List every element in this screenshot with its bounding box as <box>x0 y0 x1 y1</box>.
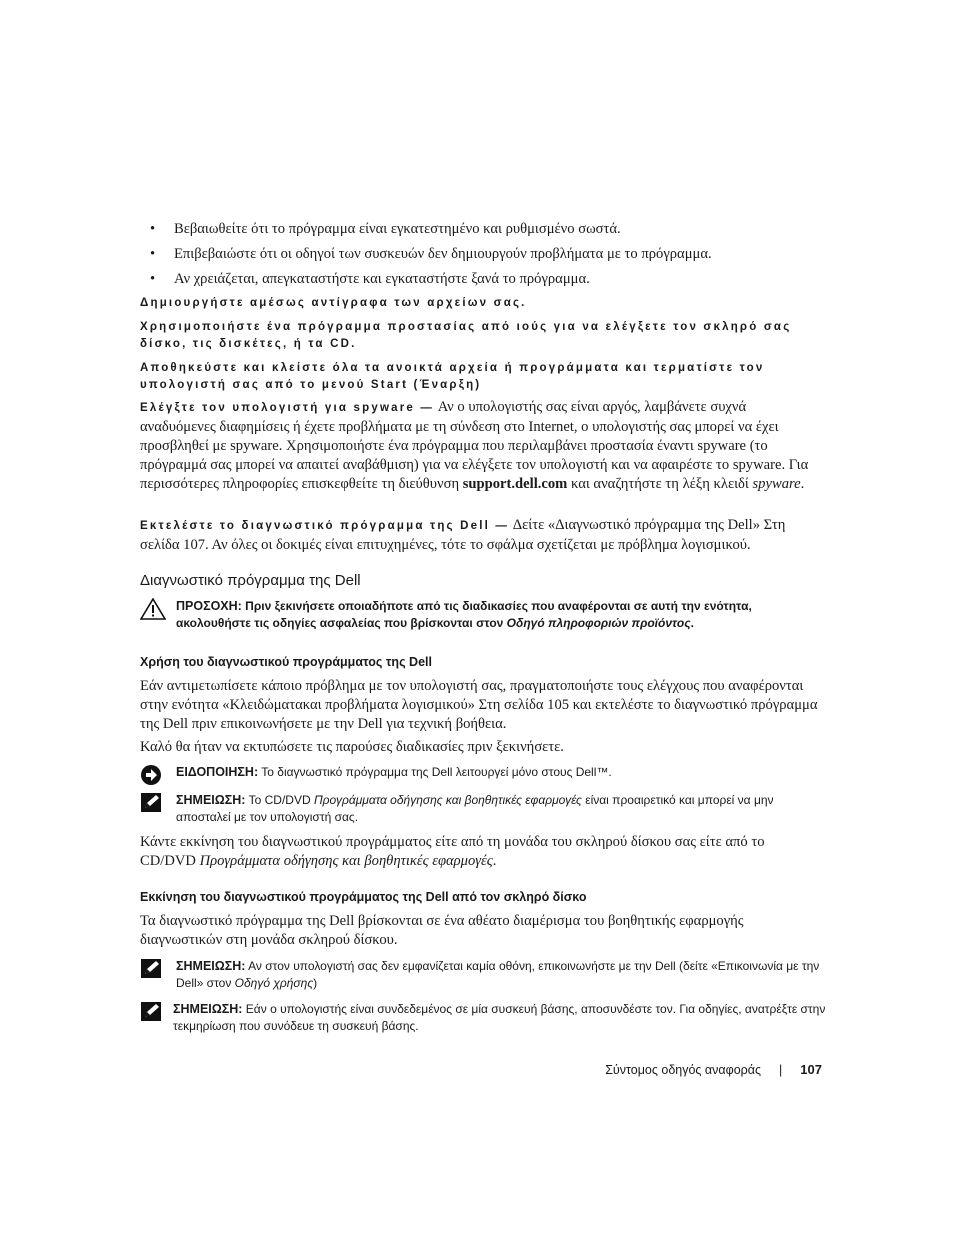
page-number: 107 <box>800 1062 822 1077</box>
notice-box: ΕΙΔΟΠΟΙΗΣΗ: Το διαγνωστικό πρόγραμμα της Dell λειτουργεί μόνο στους Dell™. <box>140 764 830 781</box>
note-box-dock: ΣΗΜΕΙΩΣΗ: Εάν ο υπολογιστής είναι συνδεδεμένος σε μία συσκευή βάσης, αποσυνδέστε τον. Για οδηγίες, ανατρέξτε στην τεκμηρίωση που συνόδευε τη συσκευή βάσης. <box>140 1001 830 1035</box>
subsection-title-hdd: Εκκίνηση του διαγνωστικού προγράμματος της Dell από τον σκληρό δίσκο <box>140 890 587 904</box>
warning-triangle-icon <box>140 598 166 622</box>
diagnostics-run-paragraph: Εκτελέστε το διαγνωστικό πρόγραμμα της Dell — Δείτε «Διαγνωστικό πρόγραμμα της Dell» Στη σελίδα 107. Αν όλες οι δοκιμές είναι επιτυχημένες, τότε το σφάλμα σχετίζεται με πρόβλημα λογισμικού. <box>140 517 786 553</box>
pencil-note-icon <box>140 1001 166 1025</box>
pencil-note-icon <box>140 958 166 982</box>
antivirus-heading: Χρησιμοποιήστε ένα πρόγραμμα προστασίας από ιούς για να ελέγξετε τον σκληρό σας δίσκο, τις δισκέτες, ή τα CD. <box>140 321 792 350</box>
backup-heading: Δημιουργήστε αμέσως αντίγραφα των αρχείων σας. <box>140 297 527 309</box>
page-footer <box>560 1062 822 1077</box>
footer-separator: | <box>779 1063 783 1077</box>
diagnostics-run-heading: Εκτελέστε το διαγνωστικό πρόγραμμα της Dell — <box>140 520 510 532</box>
note-box-cd: ΣΗΜΕΙΩΣΗ: Το CD/DVD Προγράμματα οδήγησης και βοηθητικές εφαρμογές είναι προαιρετικό και μπορεί να μην αποσταλεί με τον υπολογιστή σας. <box>140 792 830 826</box>
list-item: • Αν χρειάζεται, απεγκαταστήστε και εγκαταστήστε ξανά το πρόγραμμα. <box>150 271 590 287</box>
notice-arrow-icon <box>140 764 166 788</box>
save-close-heading: Αποθηκεύστε και κλείστε όλα τα ανοικτά αρχεία ή προγράμματα και τερματίστε τον υπολογιστή σας από το μενού Start (Έναρξη) <box>140 362 765 391</box>
section-title: Διαγνωστικό πρόγραμμα της Dell <box>140 572 361 589</box>
bullet-list <box>140 220 820 295</box>
start-paragraph: Κάντε εκκίνηση του διαγνωστικού προγράμματος είτε από τη μονάδα του σκληρού δίσκου σας είτε από το CD/DVD Προγράμματα οδήγησης και βοηθητικές εφαρμογές. <box>140 834 765 869</box>
hdd-paragraph: Τα διαγνωστικό πρόγραμμα της Dell βρίσκονται σε ένα αθέατο διαμέρισμα του βοηθητικής εφαρμογής διαγνωστικών στη μονάδα σκληρού δίσκου. <box>140 913 744 948</box>
note-box-display: ΣΗΜΕΙΩΣΗ: Αν στον υπολογιστή σας δεν εμφανίζεται καμία οθόνη, επικοινωνήστε με την Dell (δείτε «Επικοινωνία με την Dell» στον Οδηγό χρήσης) <box>140 958 830 992</box>
use-paragraph: Εάν αντιμετωπίσετε κάποιο πρόβλημα με τον υπολογιστή σας, πραγματοποιήστε τους ελέγχους που αναφέρονται στην ενότητα «Κλειδώματακαι προβλήματα λογισμικού» Στη σελίδα 105 και εκτελέστε το διαγνωστικό πρόγραμμα της Dell πριν επικοινωνήσετε με την Dell για τεχνική βοήθεια. <box>140 678 818 732</box>
footer-title: Σύντομος οδηγός αναφοράς <box>605 1063 762 1077</box>
spyware-paragraph: Ελέγξτε τον υπολογιστή για spyware — Αν ο υπολογιστής σας είναι αργός, λαμβάνετε συχνά αναδυόμενες διαφημίσεις ή έχετε προβλήματα με τη σύνδεση στο Internet, ο υπολογιστής σας μπορεί να έχει προσβληθεί με spyware. Χρησιμοποιήστε ένα πρόγραμμα που περιλαμβάνει προστασία έναντι spyware (το πρόγραμμά σας μπορεί να απαιτεί αναβάθμιση) για να ελέγξετε τον υπολογιστή και να αφαιρέστε το spyware. Για περισσότερες πληροφορίες επισκεφθείτε τη διεύθυνση support.dell.com και αναζητήστε τη λέξη κλειδί spyware. <box>140 399 809 492</box>
spyware-heading: Ελέγξτε τον υπολογιστή για spyware — <box>140 402 435 414</box>
list-item: • Βεβαιωθείτε ότι το πρόγραμμα είναι εγκατεστημένο και ρυθμισμένο σωστά. <box>150 221 621 237</box>
caution-box: ΠΡΟΣΟΧΗ: Πριν ξεκινήσετε οποιαδήποτε από τις διαδικασίες που αναφέρονται σε αυτή την ενότητα, ακολουθήστε τις οδηγίες ασφαλείας που βρίσκονται στον Οδηγό πληροφοριών προϊόντος. <box>140 598 830 632</box>
pencil-note-icon <box>140 792 166 816</box>
subsection-title-use: Χρήση του διαγνωστικού προγράμματος της Dell <box>140 655 432 669</box>
print-paragraph: Καλό θα ήταν να εκτυπώσετε τις παρούσες διαδικασίες πριν ξεκινήσετε. <box>140 739 564 755</box>
list-item: • Επιβεβαιώστε ότι οι οδηγοί των συσκευών δεν δημιουργούν προβλήματα με το πρόγραμμα. <box>150 246 712 262</box>
support-link[interactable]: support.dell.com <box>462 476 568 492</box>
